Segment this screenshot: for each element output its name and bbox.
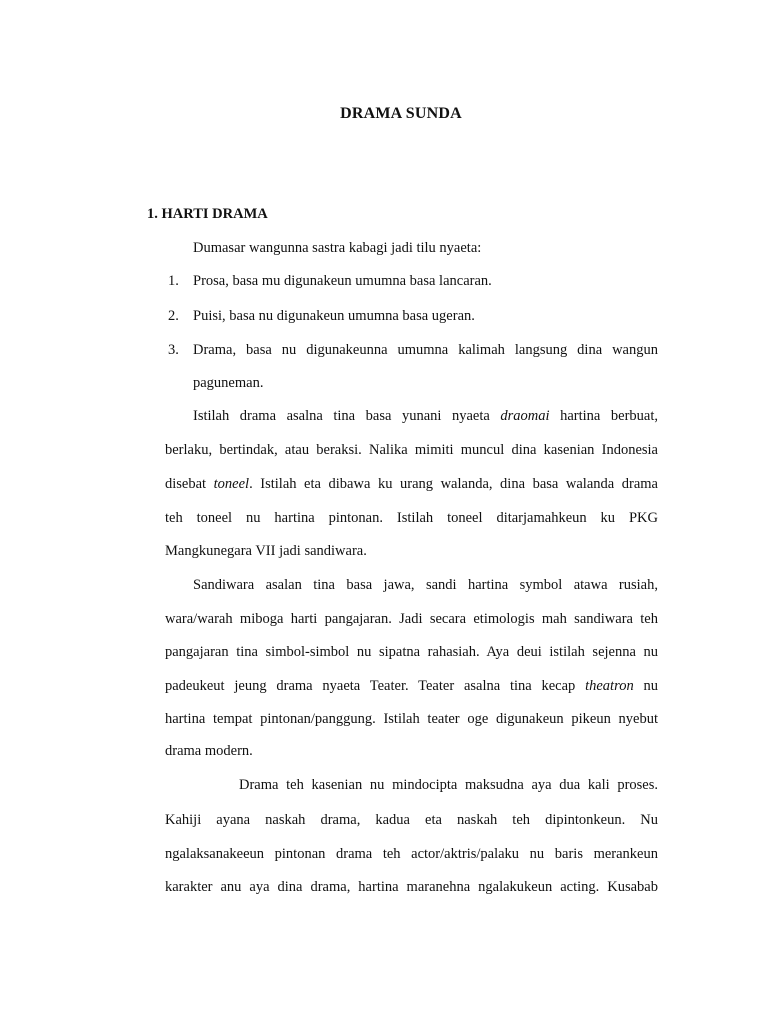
- paragraph-line: drama modern.: [165, 743, 253, 759]
- section-heading: 1. HARTI DRAMA: [147, 206, 268, 222]
- paragraph-line: hartina tempat pintonan/panggung. Istilah teater oge digunakeun pikeun nyebut: [165, 711, 658, 727]
- list-item-continuation: paguneman.: [193, 375, 264, 391]
- paragraph-line: ngalaksanakeeun pintonan drama teh actor/aktris/palaku nu baris merankeun: [165, 846, 658, 862]
- list-number: 2.: [168, 308, 179, 324]
- paragraph-line: Kahiji ayana naskah drama, kadua eta naskah teh dipintonkeun. Nu: [165, 812, 658, 828]
- list-item-text: Drama, basa nu digunakeunna umumna kalimah langsung dina wangun: [193, 342, 658, 358]
- paragraph-line: teh toneel nu hartina pintonan. Istilah toneel ditarjamahkeun ku PKG: [165, 510, 658, 526]
- paragraph-line: padeukeut jeung drama nyaeta Teater. Teater asalna tina kecap theatron nu: [165, 678, 658, 694]
- italic-term: toneel: [213, 476, 250, 492]
- list-number: 3.: [168, 342, 179, 358]
- list-item-text: Puisi, basa nu digunakeun umumna basa ugeran.: [193, 308, 475, 324]
- paragraph-line: Sandiwara asalan tina basa jawa, sandi hartina symbol atawa rusiah,: [193, 577, 658, 593]
- italic-term: theatron: [585, 678, 634, 694]
- paragraph-line: Mangkunegara VII jadi sandiwara.: [165, 543, 367, 559]
- paragraph-line: pangajaran tina simbol-simbol nu sipatna rahasiah. Aya deui istilah sejenna nu: [165, 644, 658, 660]
- paragraph-line: berlaku, bertindak, atau beraksi. Nalika mimiti muncul dina kasenian Indonesia: [165, 442, 658, 458]
- paragraph-line: wara/warah miboga harti pangajaran. Jadi secara etimologis mah sandiwara teh: [165, 611, 658, 627]
- paragraph-line: Drama teh kasenian nu mindocipta maksudna aya dua kali proses.: [239, 777, 658, 793]
- paragraph-line: karakter anu aya dina drama, hartina maranehna ngalakukeun acting. Kusabab: [165, 879, 658, 895]
- paragraph-line: Istilah drama asalna tina basa yunani nyaeta draomai hartina berbuat,: [193, 408, 658, 424]
- intro-line: Dumasar wangunna sastra kabagi jadi tilu nyaeta:: [193, 240, 482, 256]
- list-number: 1.: [168, 273, 179, 289]
- document-title: DRAMA SUNDA: [340, 105, 462, 122]
- list-item-text: Prosa, basa mu digunakeun umumna basa lancaran.: [193, 273, 492, 289]
- paragraph-line: disebat toneel. Istilah eta dibawa ku urang walanda, dina basa walanda drama: [165, 476, 658, 492]
- italic-term: draomai: [500, 408, 550, 424]
